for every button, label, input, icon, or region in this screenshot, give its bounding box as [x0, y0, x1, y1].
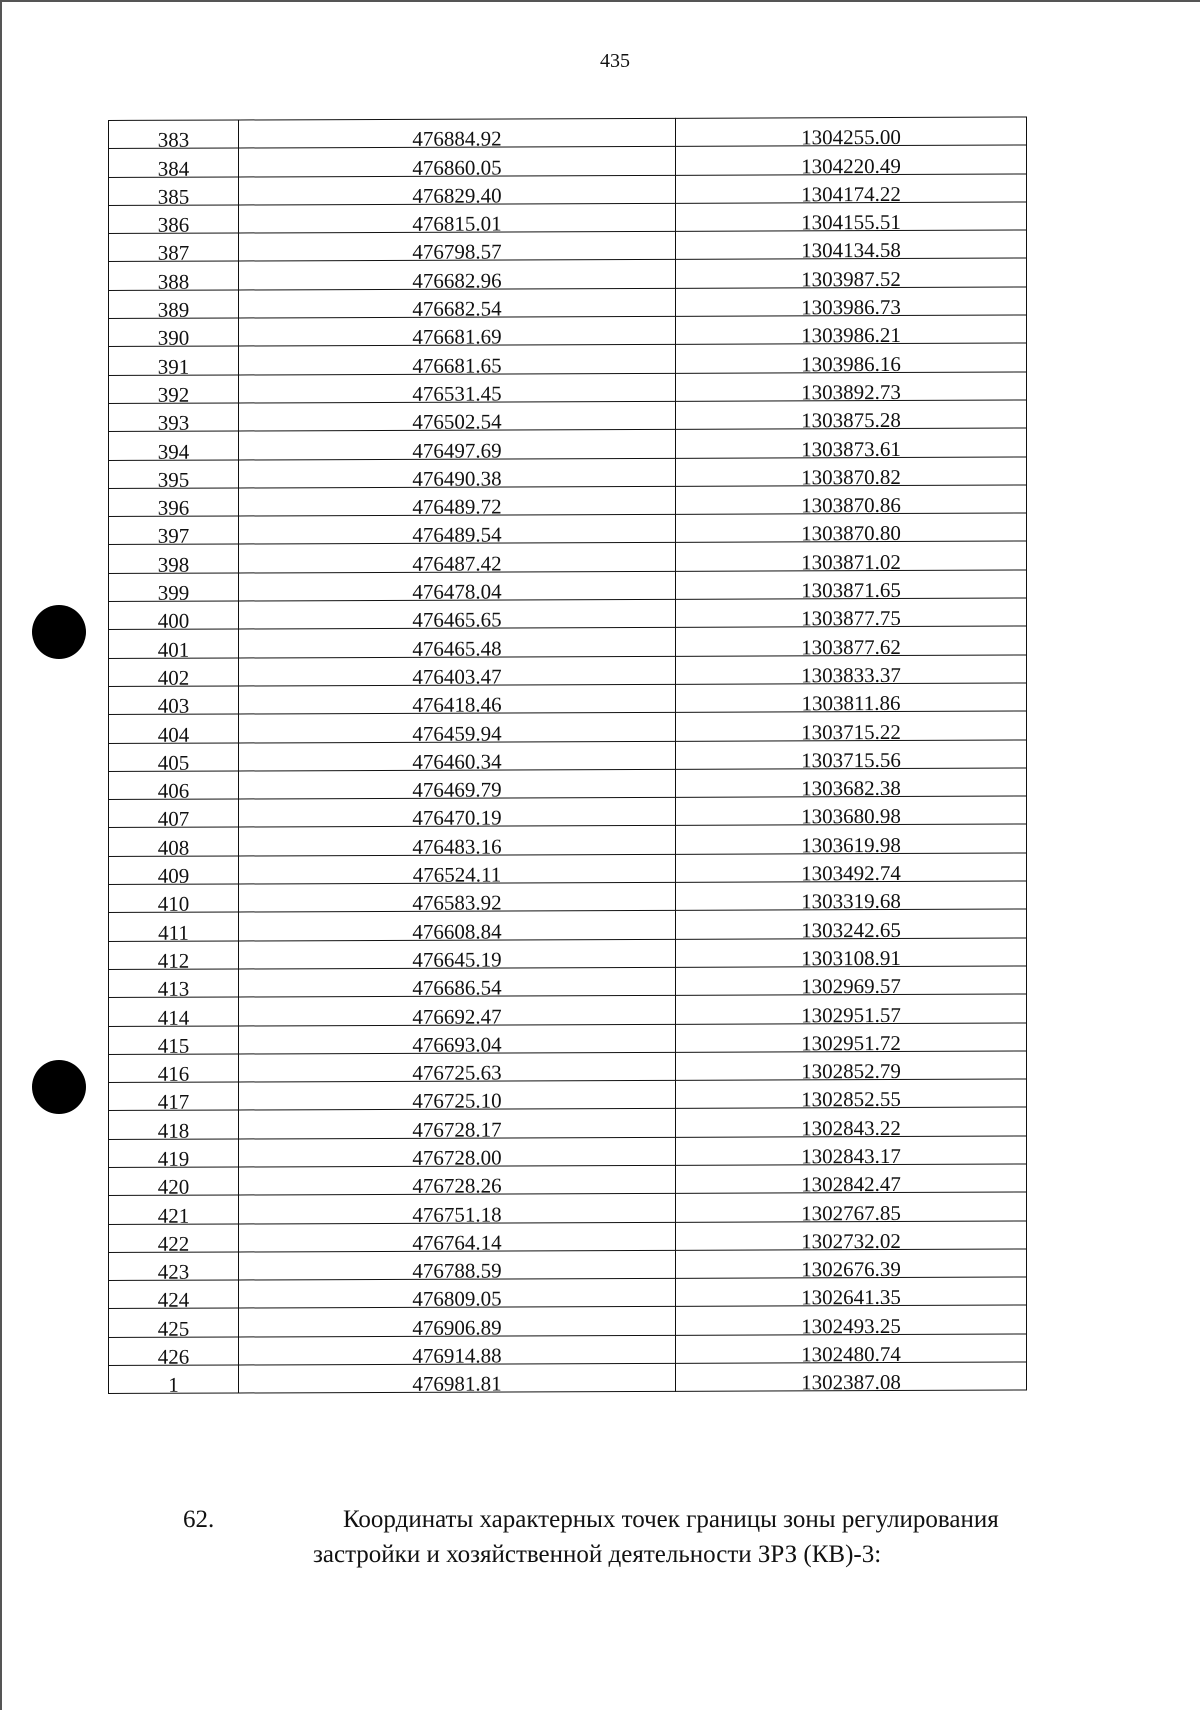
- cell-text: 476764.14: [412, 1230, 502, 1255]
- section-number: 62.: [183, 1506, 215, 1533]
- cell-text: 408: [157, 835, 190, 860]
- point-number-cell: [109, 1139, 239, 1171]
- cell-text: 476681.69: [412, 324, 502, 350]
- y-coordinate-cell: [676, 1136, 1027, 1169]
- cell-text: 476798.57: [412, 239, 502, 265]
- point-number-cell: [109, 629, 239, 662]
- cell-text: 476914.88: [412, 1343, 502, 1368]
- x-coordinate-cell: [239, 939, 676, 972]
- x-coordinate-cell: [239, 147, 676, 180]
- point-number-cell: [109, 969, 239, 1002]
- x-coordinate-cell: [239, 769, 676, 802]
- cell-text: 476681.65: [412, 353, 502, 378]
- cell-text: 476418.46: [412, 692, 502, 718]
- x-coordinate-cell: [239, 486, 676, 519]
- y-coordinate-cell: [676, 1051, 1027, 1084]
- x-coordinate-cell: [239, 967, 676, 1001]
- cell-text: 391: [157, 354, 190, 379]
- cell-text: 476682.54: [412, 296, 502, 321]
- cell-text: 476490.38: [412, 466, 502, 491]
- cell-text: 1302951.72: [801, 1030, 901, 1056]
- cell-text: 411: [158, 920, 189, 945]
- cell-text: 383: [157, 127, 190, 153]
- x-coordinate-cell: [239, 1222, 676, 1255]
- point-number-cell: [109, 460, 239, 492]
- point-number-cell: [109, 120, 239, 153]
- cell-text: 1302843.17: [801, 1143, 901, 1169]
- cell-text: 476470.19: [412, 805, 502, 831]
- x-coordinate-cell: [239, 514, 676, 548]
- point-number-cell: [109, 544, 239, 577]
- y-coordinate-cell: [676, 485, 1027, 518]
- cell-text: 1303870.86: [801, 493, 901, 518]
- y-coordinate-cell: [676, 1362, 1027, 1395]
- y-coordinate-cell: [676, 570, 1027, 603]
- x-coordinate-cell: [239, 1024, 676, 1057]
- cell-text: 394: [157, 439, 190, 464]
- cell-text: 410: [157, 892, 190, 917]
- cell-text: 414: [157, 1005, 190, 1030]
- cell-text: 1304174.22: [801, 181, 901, 207]
- cell-text: 1303682.38: [801, 776, 901, 801]
- point-number-cell: [109, 771, 239, 803]
- point-number-cell: [109, 1280, 239, 1313]
- cell-text: 1303877.62: [801, 634, 901, 659]
- cell-text: 476583.92: [412, 890, 502, 916]
- point-number-cell: [109, 290, 239, 322]
- cell-text: 403: [157, 693, 190, 719]
- y-coordinate-cell: [676, 145, 1027, 178]
- point-number-cell: [109, 1224, 239, 1256]
- cell-text: 1304155.51: [801, 210, 901, 235]
- cell-text: 1303986.16: [801, 351, 901, 377]
- cell-text: 476645.19: [412, 947, 502, 972]
- x-coordinate-cell: [239, 1278, 676, 1312]
- cell-text: 1302969.57: [801, 974, 901, 999]
- cell-text: 476728.26: [412, 1173, 502, 1199]
- cell-text: 420: [157, 1174, 190, 1200]
- cell-text: 476693.04: [412, 1032, 502, 1057]
- x-coordinate-cell: [239, 684, 676, 718]
- cell-text: 1304134.58: [801, 238, 901, 263]
- cell-text: 1302493.25: [801, 1313, 901, 1339]
- point-number-cell: [109, 431, 239, 464]
- coordinates-table: [108, 116, 1027, 1398]
- x-coordinate-cell: [239, 401, 676, 435]
- coordinates-table-body: [109, 117, 1027, 1398]
- cell-text: 476860.05: [412, 155, 502, 180]
- cell-text: 416: [157, 1061, 190, 1086]
- y-coordinate-cell: [676, 1022, 1027, 1056]
- point-number-cell: [109, 1167, 239, 1200]
- x-coordinate-cell: [239, 882, 676, 916]
- y-coordinate-cell: [676, 258, 1027, 292]
- cell-text: 476459.94: [412, 721, 502, 746]
- cell-text: 1302676.39: [801, 1257, 901, 1282]
- x-coordinate-cell: [239, 1335, 676, 1368]
- cell-text: 476981.81: [412, 1371, 502, 1397]
- point-number-cell: [109, 261, 239, 294]
- cell-text: 401: [157, 637, 190, 662]
- cell-text: 1303811.86: [801, 691, 901, 716]
- x-coordinate-cell: [239, 1363, 676, 1397]
- section-title-line1: Координаты характерных точек границы зоны регулирования: [343, 1506, 999, 1533]
- cell-text: 476829.40: [412, 183, 502, 208]
- cell-text: 1304220.49: [801, 153, 901, 178]
- cell-text: 426: [157, 1344, 190, 1369]
- x-coordinate-cell: [239, 713, 676, 746]
- cell-text: 1: [168, 1373, 179, 1398]
- point-number-cell: [109, 375, 239, 407]
- x-coordinate-cell: [239, 1194, 676, 1227]
- y-coordinate-cell: [676, 230, 1027, 263]
- point-number-cell: [109, 346, 239, 379]
- y-coordinate-cell: [676, 909, 1027, 942]
- y-coordinate-cell: [676, 994, 1027, 1027]
- cell-text: 384: [157, 156, 190, 181]
- x-coordinate-cell: [239, 345, 676, 378]
- cell-text: 1303319.68: [801, 889, 901, 914]
- cell-text: 1303875.28: [801, 408, 901, 433]
- punch-hole: [32, 605, 86, 659]
- cell-text: 418: [157, 1118, 190, 1143]
- cell-text: 424: [157, 1288, 190, 1313]
- cell-text: 425: [157, 1316, 190, 1341]
- cell-text: 1302951.57: [801, 1002, 901, 1027]
- cell-text: 1303986.73: [801, 295, 901, 320]
- x-coordinate-cell: [239, 543, 676, 576]
- cell-text: 413: [157, 976, 190, 1002]
- y-coordinate-cell: [676, 655, 1027, 688]
- y-coordinate-cell: [676, 1277, 1027, 1310]
- y-coordinate-cell: [676, 117, 1027, 150]
- cell-text: 1302852.55: [801, 1087, 901, 1112]
- cell-text: 476497.69: [412, 438, 502, 463]
- y-coordinate-cell: [676, 598, 1027, 631]
- point-number-cell: [109, 1054, 239, 1086]
- cell-text: 421: [157, 1203, 190, 1228]
- cell-text: 476728.17: [412, 1117, 502, 1142]
- cell-text: 395: [157, 467, 190, 492]
- y-coordinate-cell: [676, 683, 1027, 716]
- x-coordinate-cell: [239, 1165, 676, 1199]
- cell-text: 476478.04: [412, 579, 502, 604]
- x-coordinate-cell: [239, 571, 676, 604]
- point-number-cell: [109, 799, 239, 832]
- y-coordinate-cell: [676, 457, 1027, 490]
- y-coordinate-cell: [676, 853, 1027, 886]
- point-number-cell: [109, 941, 239, 973]
- cell-text: 476608.84: [412, 919, 502, 944]
- y-coordinate-cell: [676, 541, 1027, 575]
- x-coordinate-cell: [239, 430, 676, 463]
- point-number-cell: [109, 714, 239, 747]
- cell-text: 1303877.75: [801, 606, 901, 631]
- point-number-cell: [109, 403, 239, 436]
- cell-text: 476692.47: [412, 1003, 502, 1029]
- cell-text: 476906.89: [412, 1315, 502, 1340]
- cell-text: 476489.72: [412, 494, 502, 519]
- cell-text: 476728.00: [412, 1145, 502, 1170]
- cell-text: 1303492.74: [801, 860, 901, 886]
- cell-text: 409: [157, 863, 190, 888]
- y-coordinate-cell: [676, 768, 1027, 801]
- point-number-cell: [109, 856, 239, 888]
- x-coordinate-cell: [239, 458, 676, 491]
- y-coordinate-cell: [676, 966, 1027, 999]
- y-coordinate-cell: [676, 343, 1027, 377]
- cell-text: 396: [157, 495, 190, 520]
- x-coordinate-cell: [239, 1080, 676, 1114]
- cell-text: 1303715.56: [801, 747, 901, 773]
- cell-text: 476465.48: [412, 636, 502, 661]
- cell-text: 1302842.47: [801, 1172, 901, 1197]
- cell-text: 388: [157, 269, 190, 294]
- cell-text: 476815.01: [412, 211, 502, 237]
- cell-text: 1303870.82: [801, 464, 901, 490]
- point-number-cell: [109, 658, 239, 690]
- x-coordinate-cell: [239, 1109, 676, 1142]
- cell-text: 1302480.74: [801, 1342, 901, 1367]
- cell-text: 476884.92: [412, 126, 502, 152]
- cell-text: 476531.45: [412, 381, 502, 406]
- point-number-cell: [109, 743, 239, 775]
- x-coordinate-cell: [239, 203, 676, 237]
- cell-text: 1302732.02: [801, 1228, 901, 1254]
- cell-text: 402: [157, 665, 190, 690]
- point-number-cell: [109, 148, 239, 181]
- point-number-cell: [109, 1365, 239, 1398]
- y-coordinate-cell: [676, 711, 1027, 744]
- y-coordinate-cell: [676, 626, 1027, 659]
- cell-text: 393: [157, 410, 190, 436]
- cell-text: 392: [157, 382, 190, 407]
- cell-text: 387: [157, 241, 190, 266]
- point-number-cell: [109, 1110, 239, 1143]
- cell-text: 386: [157, 212, 190, 237]
- cell-text: 1303680.98: [801, 804, 901, 829]
- cell-text: 476725.63: [412, 1060, 502, 1085]
- cell-text: 1302387.08: [801, 1370, 901, 1395]
- cell-text: 1303715.22: [801, 719, 901, 744]
- x-coordinate-cell: [239, 628, 676, 661]
- cell-text: 476487.42: [412, 551, 502, 576]
- cell-text: 476460.34: [412, 749, 502, 774]
- point-number-cell: [109, 318, 239, 351]
- x-coordinate-cell: [239, 1052, 676, 1085]
- cell-text: 1303987.52: [801, 266, 901, 292]
- cell-text: 476788.59: [412, 1258, 502, 1284]
- cell-text: 1302641.35: [801, 1285, 901, 1310]
- cell-text: 405: [157, 750, 190, 775]
- y-coordinate-cell: [676, 287, 1027, 320]
- cell-text: 476524.11: [412, 862, 502, 887]
- cell-text: 407: [157, 807, 190, 832]
- point-number-cell: [109, 601, 239, 634]
- point-number-cell: [109, 177, 239, 209]
- point-number-cell: [109, 827, 239, 860]
- x-coordinate-cell: [239, 797, 676, 831]
- cell-text: 476809.05: [412, 1286, 502, 1312]
- y-coordinate-cell: [676, 824, 1027, 858]
- point-number-cell: [109, 997, 239, 1030]
- y-coordinate-cell: [676, 513, 1027, 546]
- cell-text: 406: [157, 778, 190, 803]
- cell-text: 476751.18: [412, 1202, 502, 1227]
- cell-text: 476502.54: [412, 409, 502, 435]
- cell-text: 476465.65: [412, 607, 502, 633]
- section-title-line2: застройки и хозяйственной деятельности ЗРЗ (КВ)-3:: [313, 1541, 882, 1568]
- cell-text: 1302767.85: [801, 1200, 901, 1225]
- cell-text: 423: [157, 1259, 190, 1284]
- y-coordinate-cell: [676, 740, 1027, 773]
- cell-text: 1303619.98: [801, 832, 901, 858]
- cell-text: 1304255.00: [801, 125, 901, 150]
- y-coordinate-cell: [676, 796, 1027, 829]
- cell-text: 385: [157, 184, 190, 209]
- y-coordinate-cell: [676, 1221, 1027, 1254]
- cell-text: 1303833.37: [801, 662, 901, 688]
- cell-text: 419: [157, 1146, 190, 1171]
- y-coordinate-cell: [676, 1192, 1027, 1225]
- y-coordinate-cell: [676, 372, 1027, 405]
- y-coordinate-cell: [676, 202, 1027, 235]
- point-number-cell: [109, 1195, 239, 1228]
- point-number-cell: [109, 686, 239, 719]
- point-number-cell: [109, 1337, 239, 1369]
- y-coordinate-cell: [676, 1164, 1027, 1197]
- y-coordinate-cell: [676, 1079, 1027, 1112]
- point-number-cell: [109, 912, 239, 945]
- y-coordinate-cell: [676, 315, 1027, 348]
- cell-text: 1303871.02: [801, 549, 901, 575]
- x-coordinate-cell: [239, 741, 676, 774]
- x-coordinate-cell: [239, 911, 676, 944]
- x-coordinate-cell: [239, 1137, 676, 1170]
- point-number-cell: [109, 488, 239, 520]
- x-coordinate-cell: [239, 175, 676, 208]
- cell-text: 389: [157, 297, 190, 322]
- y-coordinate-cell: [676, 1107, 1027, 1141]
- y-coordinate-cell: [676, 938, 1027, 971]
- cell-text: 422: [157, 1231, 190, 1256]
- cell-text: 476489.54: [412, 522, 502, 548]
- page-number: 435: [600, 50, 630, 72]
- x-coordinate-cell: [239, 232, 676, 265]
- x-coordinate-cell: [239, 118, 676, 152]
- point-number-cell: [109, 1252, 239, 1284]
- cell-text: 390: [157, 326, 190, 351]
- cell-text: 476483.16: [412, 834, 502, 859]
- point-number-cell: [109, 1082, 239, 1115]
- y-coordinate-cell: [676, 881, 1027, 914]
- punch-hole: [32, 1060, 86, 1114]
- cell-text: 476686.54: [412, 975, 502, 1001]
- cell-text: 397: [157, 524, 190, 549]
- point-number-cell: [109, 205, 239, 237]
- cell-text: 1303870.80: [801, 521, 901, 546]
- x-coordinate-cell: [239, 288, 676, 321]
- point-number-cell: [109, 516, 239, 549]
- y-coordinate-cell: [676, 1305, 1027, 1339]
- x-coordinate-cell: [239, 599, 676, 633]
- cell-text: 1303871.65: [801, 578, 901, 603]
- x-coordinate-cell: [239, 996, 676, 1029]
- table-row: [109, 117, 1027, 149]
- x-coordinate-cell: [239, 260, 676, 293]
- cell-text: 417: [157, 1090, 190, 1115]
- cell-text: 1303108.91: [801, 945, 901, 971]
- cell-text: 400: [157, 609, 190, 634]
- cell-text: 1302852.79: [801, 1059, 901, 1084]
- cell-text: 415: [157, 1033, 190, 1058]
- x-coordinate-cell: [239, 316, 676, 350]
- point-number-cell: [109, 1308, 239, 1341]
- cell-text: 412: [157, 948, 190, 973]
- cell-text: 1303986.21: [801, 323, 901, 348]
- cell-text: 398: [157, 552, 190, 577]
- cell-text: 399: [157, 580, 190, 605]
- cell-text: 1302843.22: [801, 1115, 901, 1141]
- cell-text: 476725.10: [412, 1088, 502, 1114]
- cell-text: 1303873.61: [801, 436, 901, 461]
- point-number-cell: [109, 573, 239, 605]
- cell-text: 1303892.73: [801, 379, 901, 405]
- x-coordinate-cell: [239, 373, 676, 406]
- y-coordinate-cell: [676, 428, 1027, 461]
- x-coordinate-cell: [239, 1307, 676, 1340]
- y-coordinate-cell: [676, 174, 1027, 207]
- x-coordinate-cell: [239, 826, 676, 859]
- cell-text: 1303242.65: [801, 917, 901, 942]
- y-coordinate-cell: [676, 400, 1027, 433]
- point-number-cell: [109, 884, 239, 917]
- point-number-cell: [109, 1025, 239, 1058]
- y-coordinate-cell: [676, 1249, 1027, 1282]
- point-number-cell: [109, 233, 239, 266]
- cell-text: 476469.79: [412, 777, 502, 802]
- cell-text: 476403.47: [412, 664, 502, 689]
- x-coordinate-cell: [239, 1250, 676, 1284]
- cell-text: 476682.96: [412, 268, 502, 293]
- cell-text: 404: [157, 722, 190, 747]
- x-coordinate-cell: [239, 656, 676, 689]
- y-coordinate-cell: [676, 1334, 1027, 1367]
- x-coordinate-cell: [239, 854, 676, 887]
